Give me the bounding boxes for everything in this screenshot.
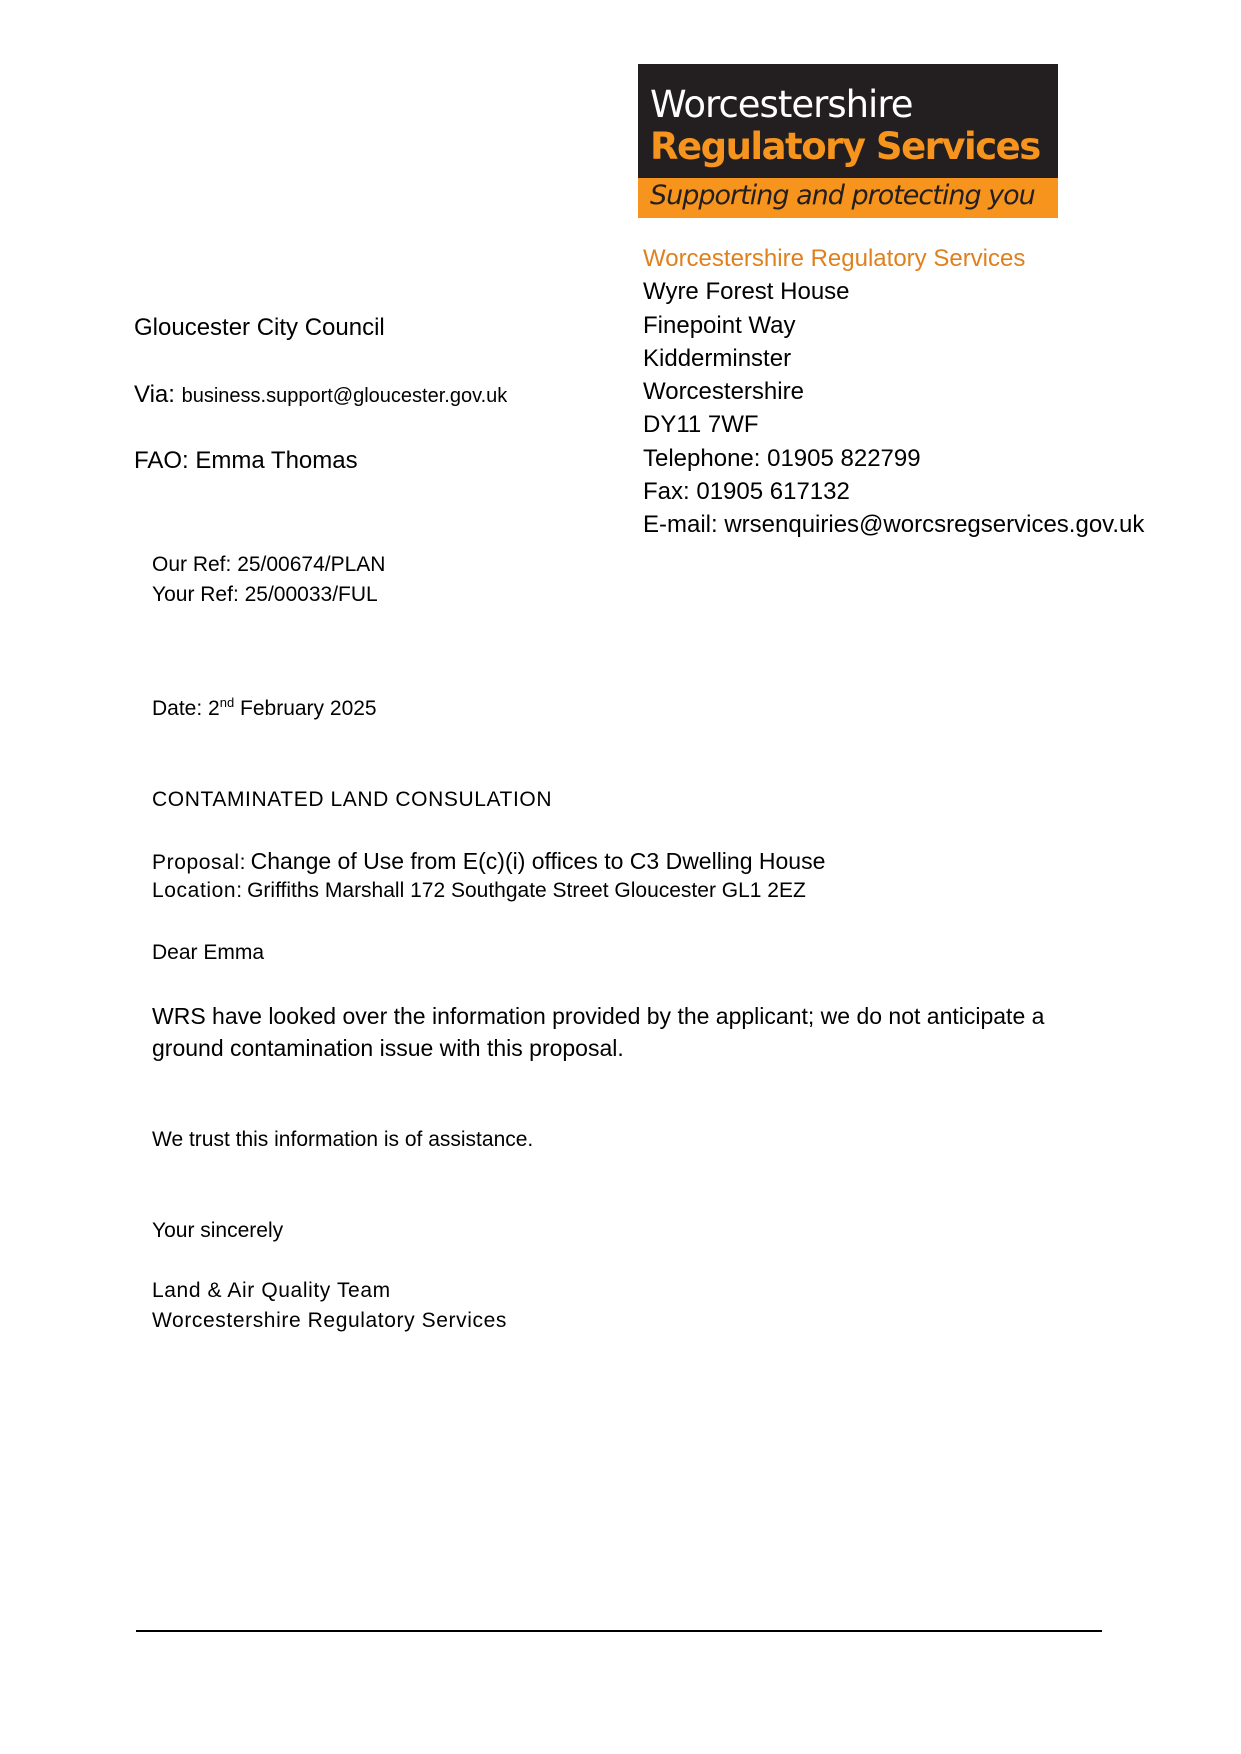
letter-date <box>152 697 377 721</box>
signature-team: Land & Air Quality Team <box>152 1279 391 1302</box>
date-prefix: Date: 2 <box>152 697 220 720</box>
footer-divider <box>136 1630 1102 1632</box>
sender-address-block <box>643 242 1144 542</box>
signature-org: Worcestershire Regulatory Services <box>152 1309 507 1332</box>
our-ref: Our Ref: 25/00674/PLAN <box>152 553 386 576</box>
logo-line-regulatory-services: Regulatory Services <box>650 125 1040 168</box>
sender-fax: Fax: 01905 617132 <box>643 478 850 506</box>
wrs-logo <box>638 64 1058 218</box>
location-label: Location: <box>152 879 243 902</box>
body-line: WRS have looked over the information provided by the applicant; we do not anticipate a <box>152 1003 1045 1029</box>
recipient-name: Gloucester City Council <box>134 314 385 341</box>
body-line: ground contamination issue with this proposal. <box>152 1035 624 1061</box>
closing: Your sincerely <box>152 1219 284 1242</box>
sender-address-line: Kidderminster <box>643 344 792 372</box>
date-ordinal: nd <box>219 695 235 710</box>
proposal-text: Change of Use from E(c)(i) offices to C3 Dwelling House <box>250 848 826 874</box>
logo-tagline: Supporting and protecting you <box>650 180 1035 211</box>
sender-address-line: Wyre Forest House <box>643 278 850 306</box>
via-email: business.support@gloucester.gov.uk <box>181 385 508 407</box>
trust-line: We trust this information is of assistance. <box>152 1128 534 1151</box>
sender-address-line: Worcestershire <box>643 378 804 406</box>
location-text: Griffiths Marshall 172 Southgate Street Gloucester GL1 2EZ <box>247 879 806 902</box>
sender-postcode: DY11 7WF <box>643 411 759 439</box>
your-ref: Your Ref: 25/00033/FUL <box>152 583 378 606</box>
via-label: Via: <box>134 381 175 408</box>
proposal-line <box>152 848 825 875</box>
sender-address-line: Finepoint Way <box>643 311 796 339</box>
location-line <box>152 879 806 903</box>
date-rest: February 2025 <box>234 697 377 720</box>
sender-email: E-mail: wrsenquiries@worcsregservices.gov.uk <box>643 511 1145 539</box>
sender-org-name: Worcestershire Regulatory Services <box>643 245 1026 272</box>
letter-subject: CONTAMINATED LAND CONSULATION <box>152 788 553 811</box>
salutation: Dear Emma <box>152 941 265 964</box>
recipient-fao: FAO: Emma Thomas <box>134 447 358 474</box>
proposal-label: Proposal: <box>152 851 247 874</box>
recipient-via <box>134 381 507 409</box>
sender-telephone: Telephone: 01905 822799 <box>643 444 921 472</box>
logo-line-worcestershire: Worcestershire <box>650 83 913 126</box>
